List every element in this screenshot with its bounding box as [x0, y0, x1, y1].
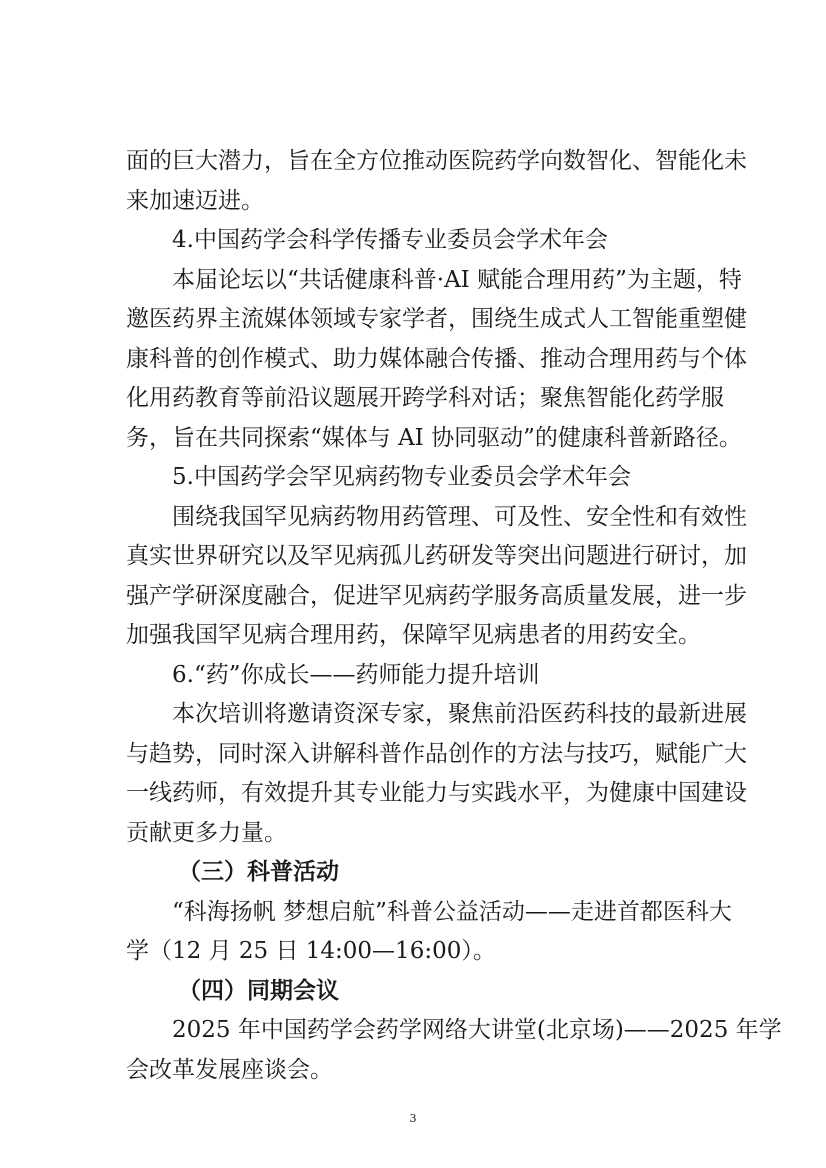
page-number: 3 [409, 1112, 417, 1125]
section-heading: 6.“药”你成长——药师能力提升培训 [172, 661, 540, 688]
paragraph-line: 与趋势，同时深入讲解科普作品创作的方法与技巧，赋能广大 [126, 740, 747, 767]
paragraph-line: 面的巨大潜力，旨在全方位推动医院药学向数智化、智能化未 [126, 148, 747, 174]
paragraph-line: 本届论坛以“共话健康科普·AI 赋能合理用药”为主题，特 [172, 266, 742, 293]
paragraph-line: 真实世界研究以及罕见病孤儿药研发等突出问题进行研讨，加 [126, 543, 747, 569]
paragraph-line: 贡献更多力量。 [126, 819, 287, 846]
paragraph-line: 加强我国罕见病合理用药，保障罕见病患者的用药安全。 [126, 622, 701, 648]
paragraph-line: 务，旨在共同探索“媒体与 AI 协同驱动”的健康科普新路径。 [126, 424, 742, 451]
paragraph-line: 围绕我国罕见病药物用药管理、可及性、安全性和有效性 [172, 503, 747, 530]
paragraph-line: 邀医药界主流媒体领域专家学者，围绕生成式人工智能重塑健 [126, 306, 747, 332]
section-heading: 5.中国药学会罕见病药物专业委员会学术年会 [172, 464, 631, 490]
paragraph-line: 来加速迈进。 [126, 187, 264, 214]
paragraph-line: 会改革发展座谈会。 [126, 1056, 333, 1083]
subsection-heading: （四）同期会议 [178, 976, 339, 1004]
paragraph-line: 化用药教育等前沿议题展开跨学科对话；聚焦智能化药学服 [126, 385, 724, 411]
paragraph-line: 2025 年中国药学会药学网络大讲堂(北京场)——2025 年学 [172, 1017, 782, 1043]
paragraph-line: 一线药师，有效提升其专业能力与实践水平，为健康中国建设 [126, 780, 747, 806]
paragraph-line: 本次培训将邀请资深专家，聚焦前沿医药科技的最新进展 [172, 701, 747, 727]
section-heading: 4.中国药学会科学传播专业委员会学术年会 [172, 227, 608, 253]
paragraph-line: 学（12 月 25 日 14:00—16:00）。 [126, 938, 496, 964]
paragraph-line: 康科普的创作模式、助力媒体融合传播、推动合理用药与个体 [126, 345, 747, 372]
subsection-heading: （三）科普活动 [178, 858, 339, 885]
paragraph-line: 强产学研深度融合，促进罕见病药学服务高质量发展，进一步 [126, 582, 747, 609]
paragraph-line: “科海扬帆 梦想启航”科普公益活动——走进首都医科大 [172, 898, 732, 925]
